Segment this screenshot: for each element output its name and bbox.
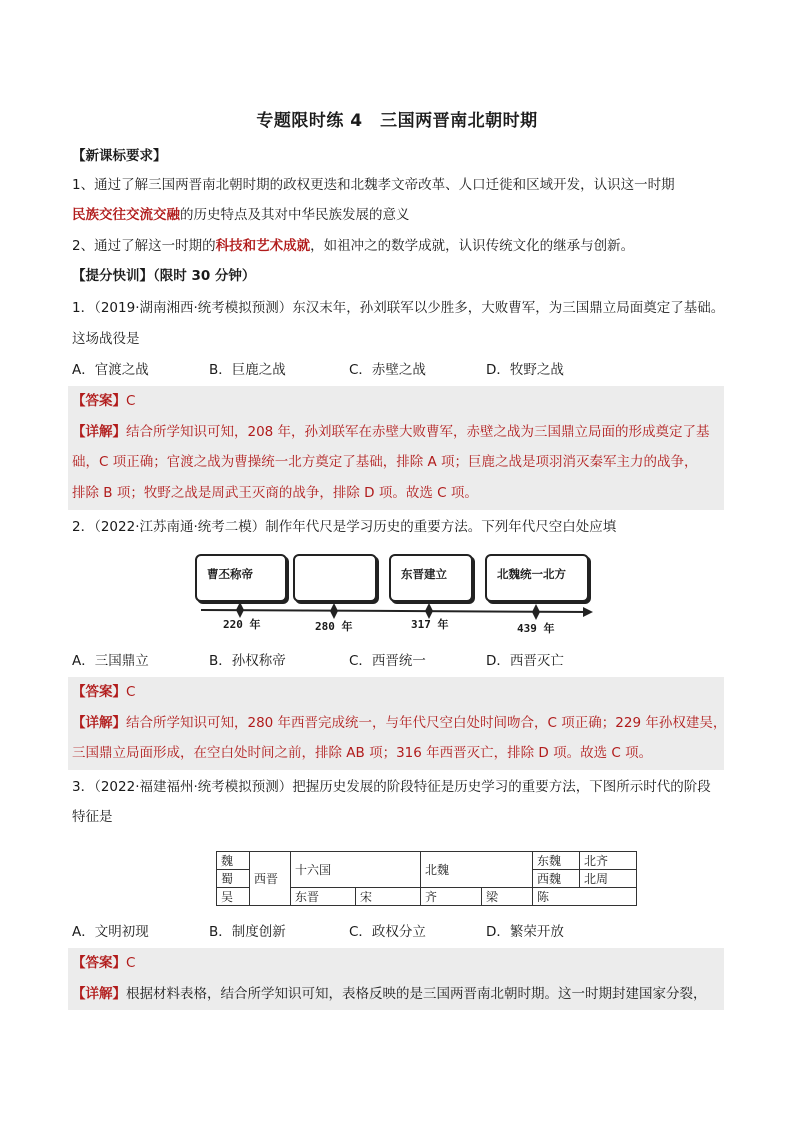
era-dongjin: 东晋: [291, 888, 356, 906]
q2-answer-label: 【答案】: [72, 684, 126, 700]
q2-detail-line1: 【详解】结合所学知识可知，280 年西晋完成统一，与年代尺空白处时间吻合，C 项正确；229 年孙权建吴，: [72, 715, 727, 731]
q3-stem-line2: 特征是: [72, 809, 113, 825]
era-wei: 魏: [217, 852, 250, 870]
q3-detail-line1: 【详解】根据材料表格，结合所学知识可知，表格反映的是三国两晋南北朝时期。这一时期封建国家分裂，: [72, 986, 707, 1002]
q2-option-a: A．三国鼎立: [72, 653, 149, 669]
timeline-marker-2: [330, 603, 338, 619]
q3-answer-box: [68, 948, 724, 1010]
q3-option-a: A．文明初现: [72, 924, 149, 940]
timeline-year-1: 220 年: [223, 618, 261, 631]
q1-answer-label: 【答案】: [72, 393, 126, 409]
q3-option-c: C．政权分立: [349, 924, 426, 940]
timeline-year-2: 280 年: [315, 620, 353, 633]
timeline-year-4: 439 年: [517, 622, 555, 635]
era-xiwei: 西魏: [533, 870, 580, 888]
q2-timeline: [195, 550, 605, 640]
q1-answer: [72, 391, 135, 411]
q3-answer-value: C: [126, 955, 136, 971]
q1-detail-line2: 础，C 项正确；官渡之战为曹操统一北方奠定了基础，排除 A 项；巨鹿之战是项羽消灭秦军主力的战争，: [72, 454, 698, 470]
q3-detail-label: 【详解】: [72, 986, 126, 1002]
q3-answer: [72, 953, 135, 973]
q3-option-d: D．繁荣开放: [486, 924, 564, 940]
q3-era-table: [216, 851, 637, 906]
q2-option-d: D．西晋灭亡: [486, 653, 564, 669]
era-wu: 吴: [217, 888, 250, 906]
era-beiwei: 北魏: [421, 852, 533, 888]
q1-detail-line1: 【详解】结合所学知识可知，208 年，孙刘联军在赤壁大败曹军，赤壁之战为三国鼎立局面的形成奠定了基: [72, 424, 710, 440]
curriculum-req2-highlight: 科技和艺术成就: [215, 238, 311, 254]
curriculum-req2-start: 2、通过了解这一时期的: [72, 238, 216, 254]
timeline-marker-4: [532, 604, 540, 620]
era-beiqi: 北齐: [580, 852, 637, 870]
q1-answer-value: C: [126, 393, 136, 409]
timeline-year-3: 317 年: [411, 618, 449, 631]
q2-answer: [72, 682, 135, 702]
era-song: 宋: [356, 888, 421, 906]
q2-option-c: C．西晋统一: [349, 653, 426, 669]
timeline-box-4: 北魏统一北方: [485, 554, 589, 602]
q1-stem-line1: 1．（2019·湖南湘西·统考模拟预测）东汉末年，孙刘联军以少胜多，大败曹军，为三国鼎立局面奠定了基础。: [72, 300, 725, 316]
era-qi: 齐: [421, 888, 482, 906]
q2-detail-line2: 三国鼎立局面形成，在空白处时间之前，排除 AB 项；316 年西晋灭亡，排除 D 项。故选 C 项。: [72, 745, 653, 761]
q1-detail-label: 【详解】: [72, 424, 126, 440]
curriculum-req2: [72, 236, 724, 256]
era-shiliuguo: 十六国: [291, 852, 421, 888]
q2-answer-value: C: [126, 684, 136, 700]
q1-option-c: C．赤壁之战: [349, 362, 426, 378]
q3-stem-line1: 3．（2022·福建福州·统考模拟预测）把握历史发展的阶段特征是历史学习的重要方法，下图所示时代的阶段: [72, 779, 711, 795]
q1-option-a: A．官渡之战: [72, 362, 149, 378]
era-liang: 梁: [482, 888, 533, 906]
timeline-arrow-icon: [583, 607, 593, 617]
curriculum-heading: 【新课标要求】: [72, 148, 167, 164]
era-xijin: 西晋: [250, 852, 291, 906]
q2-detail-label: 【详解】: [72, 715, 126, 731]
practice-heading: 【提分快训】（限时 30 分钟）: [72, 268, 256, 284]
curriculum-req1-line2: [72, 205, 724, 225]
era-chen: 陈: [533, 888, 637, 906]
q1-answer-box: [68, 386, 724, 510]
q1-option-b: B．巨鹿之战: [209, 362, 286, 378]
era-shu: 蜀: [217, 870, 250, 888]
q2-stem-line1: 2．（2022·江苏南通·统考二模）制作年代尺是学习历史的重要方法。下列年代尺空白处应填: [72, 519, 617, 535]
q1-option-d: D．牧野之战: [486, 362, 564, 378]
curriculum-req1-highlight: 民族交往交流交融: [72, 207, 180, 223]
q3-answer-label: 【答案】: [72, 955, 126, 971]
timeline-box-3: 东晋建立: [389, 554, 473, 602]
q1-detail-line3: 排除 B 项；牧野之战是周武王灭商的战争，排除 D 项。故选 C 项。: [72, 485, 478, 501]
q2-answer-box: [68, 677, 727, 770]
era-beizhou: 北周: [580, 870, 637, 888]
timeline-box-1: 曹丕称帝: [195, 554, 287, 602]
q1-stem-line2: 这场战役是: [72, 331, 140, 347]
q2-option-b: B．孙权称帝: [209, 653, 286, 669]
curriculum-req2-rest: ，如祖冲之的数学成就，认识传统文化的继承与创新。: [310, 238, 635, 254]
page-title: 专题限时练 4 三国两晋南北朝时期: [256, 111, 538, 131]
q3-option-b: B．制度创新: [209, 924, 286, 940]
curriculum-req1-line1: 1、通过了解三国两晋南北朝时期的政权更迭和北魏孝文帝改革、人口迁徙和区域开发，认识这一时期: [72, 177, 675, 193]
era-dongwei: 东魏: [533, 852, 580, 870]
curriculum-req1-rest: 的历史特点及其对中华民族发展的意义: [180, 207, 410, 223]
